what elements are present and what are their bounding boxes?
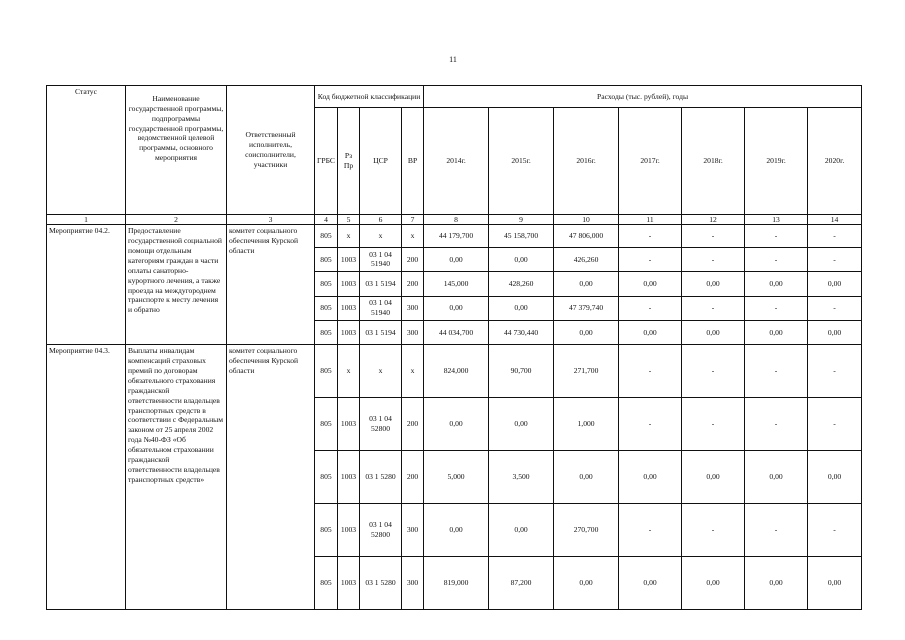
measure-name: Выплаты инвалидам компенсаций страховых премий по договорам обязательного страхования гражданской ответственности владельцев транспортных средств в соответствии с Федеральным законом от 25 апреля 2002 года №40-ФЗ «Об обязательном страховании гражданской ответственности владельцев транспортных средств»	[126, 345, 227, 610]
expense-value: -	[745, 247, 808, 271]
expense-value: -	[808, 225, 862, 247]
expense-value: 44 034,700	[424, 320, 489, 344]
grbs-cell: 805	[315, 225, 338, 247]
grbs-cell: 805	[315, 504, 338, 557]
expense-value: -	[682, 225, 745, 247]
grbs-cell: 805	[315, 320, 338, 344]
expense-value: 0,00	[808, 272, 862, 296]
expense-value: 45 158,700	[489, 225, 554, 247]
column-number: 6	[360, 215, 402, 225]
expense-value: -	[808, 247, 862, 271]
csr-cell: 03 1 04 52800	[360, 504, 402, 557]
budget-table	[46, 85, 862, 610]
expense-value: 824,000	[424, 345, 489, 398]
expense-value: 0,00	[682, 451, 745, 504]
rzpr-cell: x	[338, 225, 360, 247]
rzpr-cell: x	[338, 345, 360, 398]
column-number: 14	[808, 215, 862, 225]
header-year-2018: 2018г.	[682, 108, 745, 215]
column-number: 2	[126, 215, 227, 225]
expense-value: 0,00	[682, 272, 745, 296]
expense-value: 0,00	[619, 272, 682, 296]
header-csr: ЦСР	[360, 108, 402, 215]
header-budget-code: Код бюджетной классификации	[315, 86, 424, 108]
expense-value: 0,00	[745, 320, 808, 344]
expense-value: -	[808, 296, 862, 320]
grbs-cell: 805	[315, 247, 338, 271]
column-number: 9	[489, 215, 554, 225]
vr-cell: x	[402, 225, 424, 247]
csr-cell: 03 1 04 51940	[360, 296, 402, 320]
expense-value: 0,00	[745, 451, 808, 504]
header-year-2017: 2017г.	[619, 108, 682, 215]
expense-value: -	[745, 225, 808, 247]
expense-value: 0,00	[424, 296, 489, 320]
column-number: 12	[682, 215, 745, 225]
header-year-2019: 2019г.	[745, 108, 808, 215]
rzpr-cell: 1003	[338, 557, 360, 610]
grbs-cell: 805	[315, 272, 338, 296]
expense-value: 1,000	[554, 398, 619, 451]
expense-value: 0,00	[489, 247, 554, 271]
rzpr-cell: 1003	[338, 296, 360, 320]
header-year-2014: 2014г.	[424, 108, 489, 215]
expense-value: -	[619, 345, 682, 398]
vr-cell: 300	[402, 504, 424, 557]
expense-value: -	[808, 398, 862, 451]
expense-value: 47 379,740	[554, 296, 619, 320]
grbs-cell: 805	[315, 557, 338, 610]
expense-value: 0,00	[619, 451, 682, 504]
expense-value: 0,00	[489, 296, 554, 320]
column-number: 7	[402, 215, 424, 225]
grbs-cell: 805	[315, 451, 338, 504]
rzpr-cell: 1003	[338, 272, 360, 296]
expense-value: 44 179,700	[424, 225, 489, 247]
expense-value: 0,00	[489, 398, 554, 451]
rzpr-cell: 1003	[338, 504, 360, 557]
vr-cell: 200	[402, 398, 424, 451]
expense-value: 0,00	[619, 320, 682, 344]
table-row	[47, 345, 862, 398]
table-row	[47, 225, 862, 247]
expense-value: 270,700	[554, 504, 619, 557]
vr-cell: 300	[402, 320, 424, 344]
expense-value: 44 730,440	[489, 320, 554, 344]
header-expenses: Расходы (тыс. рублей), годы	[424, 86, 862, 108]
header-name: Наименование государственной программы, подпрограммы государственной программы, ведомственной целевой программы, основного мероприятия	[126, 86, 227, 215]
header-row-1	[47, 86, 862, 108]
rzpr-cell: 1003	[338, 398, 360, 451]
column-number-row	[47, 215, 862, 225]
expense-value: 0,00	[808, 451, 862, 504]
expense-value: 426,260	[554, 247, 619, 271]
csr-cell: x	[360, 225, 402, 247]
csr-cell: 03 1 5194	[360, 272, 402, 296]
expense-value: -	[745, 345, 808, 398]
vr-cell: 200	[402, 247, 424, 271]
column-number: 5	[338, 215, 360, 225]
measure-status: Мероприятие 04.3.	[47, 345, 126, 610]
expense-value: 0,00	[489, 504, 554, 557]
column-number: 11	[619, 215, 682, 225]
csr-cell: 03 1 04 52800	[360, 398, 402, 451]
rzpr-cell: 1003	[338, 320, 360, 344]
expense-value: -	[619, 247, 682, 271]
expense-value: 0,00	[682, 320, 745, 344]
expense-value: 145,000	[424, 272, 489, 296]
expense-value: 0,00	[808, 557, 862, 610]
csr-cell: 03 1 5280	[360, 557, 402, 610]
expense-value: -	[745, 398, 808, 451]
expense-value: 0,00	[682, 557, 745, 610]
expense-value: -	[682, 296, 745, 320]
expense-value: 0,00	[554, 451, 619, 504]
column-number: 4	[315, 215, 338, 225]
header-grbs: ГРБС	[315, 108, 338, 215]
expense-value: -	[619, 225, 682, 247]
vr-cell: 300	[402, 557, 424, 610]
expense-value: 0,00	[424, 398, 489, 451]
header-rzpr: Рз Пр	[338, 108, 360, 215]
header-year-2016: 2016г.	[554, 108, 619, 215]
expense-value: 0,00	[424, 247, 489, 271]
expense-value: 47 806,000	[554, 225, 619, 247]
header-status: Статус	[47, 86, 126, 215]
vr-cell: x	[402, 345, 424, 398]
expense-value: 87,200	[489, 557, 554, 610]
expense-value: -	[808, 345, 862, 398]
expense-value: 0,00	[554, 320, 619, 344]
grbs-cell: 805	[315, 345, 338, 398]
expense-value: 819,000	[424, 557, 489, 610]
expense-value: 0,00	[424, 504, 489, 557]
expense-value: 428,260	[489, 272, 554, 296]
header-responsible: Ответственный исполнитель, соисполнители, участники	[227, 86, 315, 215]
expense-value: -	[745, 504, 808, 557]
expense-value: -	[682, 345, 745, 398]
header-vr: ВР	[402, 108, 424, 215]
rzpr-cell: 1003	[338, 247, 360, 271]
column-number: 1	[47, 215, 126, 225]
expense-value: -	[619, 504, 682, 557]
expense-value: 0,00	[554, 272, 619, 296]
expense-value: 271,700	[554, 345, 619, 398]
expense-value: 0,00	[619, 557, 682, 610]
expense-value: -	[619, 398, 682, 451]
measure-status: Мероприятие 04.2.	[47, 225, 126, 345]
grbs-cell: 805	[315, 398, 338, 451]
measure-responsible: комитет социального обеспечения Курской области	[227, 345, 315, 610]
vr-cell: 200	[402, 272, 424, 296]
column-number: 13	[745, 215, 808, 225]
expense-value: -	[682, 504, 745, 557]
expense-value: -	[745, 296, 808, 320]
expense-value: -	[682, 398, 745, 451]
vr-cell: 300	[402, 296, 424, 320]
expense-value: -	[682, 247, 745, 271]
measure-name: Предоставление государственной социальной помощи отдельным категориям граждан в части оплаты санаторно-курортного лечения, а также проезда на междугороднем транспорте к месту лечения и обратно	[126, 225, 227, 345]
expense-value: 5,000	[424, 451, 489, 504]
csr-cell: 03 1 04 51940	[360, 247, 402, 271]
expense-value: 0,00	[808, 320, 862, 344]
expense-value: -	[619, 296, 682, 320]
measure-responsible: комитет социального обеспечения Курской области	[227, 225, 315, 345]
grbs-cell: 805	[315, 296, 338, 320]
csr-cell: x	[360, 345, 402, 398]
column-number: 10	[554, 215, 619, 225]
rzpr-cell: 1003	[338, 451, 360, 504]
expense-value: 3,500	[489, 451, 554, 504]
column-number: 3	[227, 215, 315, 225]
expense-value: 0,00	[554, 557, 619, 610]
page-number: 11	[449, 55, 457, 64]
csr-cell: 03 1 5194	[360, 320, 402, 344]
expense-value: 0,00	[745, 557, 808, 610]
header-year-2015: 2015г.	[489, 108, 554, 215]
vr-cell: 200	[402, 451, 424, 504]
expense-value: -	[808, 504, 862, 557]
expense-value: 90,700	[489, 345, 554, 398]
expense-value: 0,00	[745, 272, 808, 296]
header-year-2020: 2020г.	[808, 108, 862, 215]
column-number: 8	[424, 215, 489, 225]
csr-cell: 03 1 5280	[360, 451, 402, 504]
